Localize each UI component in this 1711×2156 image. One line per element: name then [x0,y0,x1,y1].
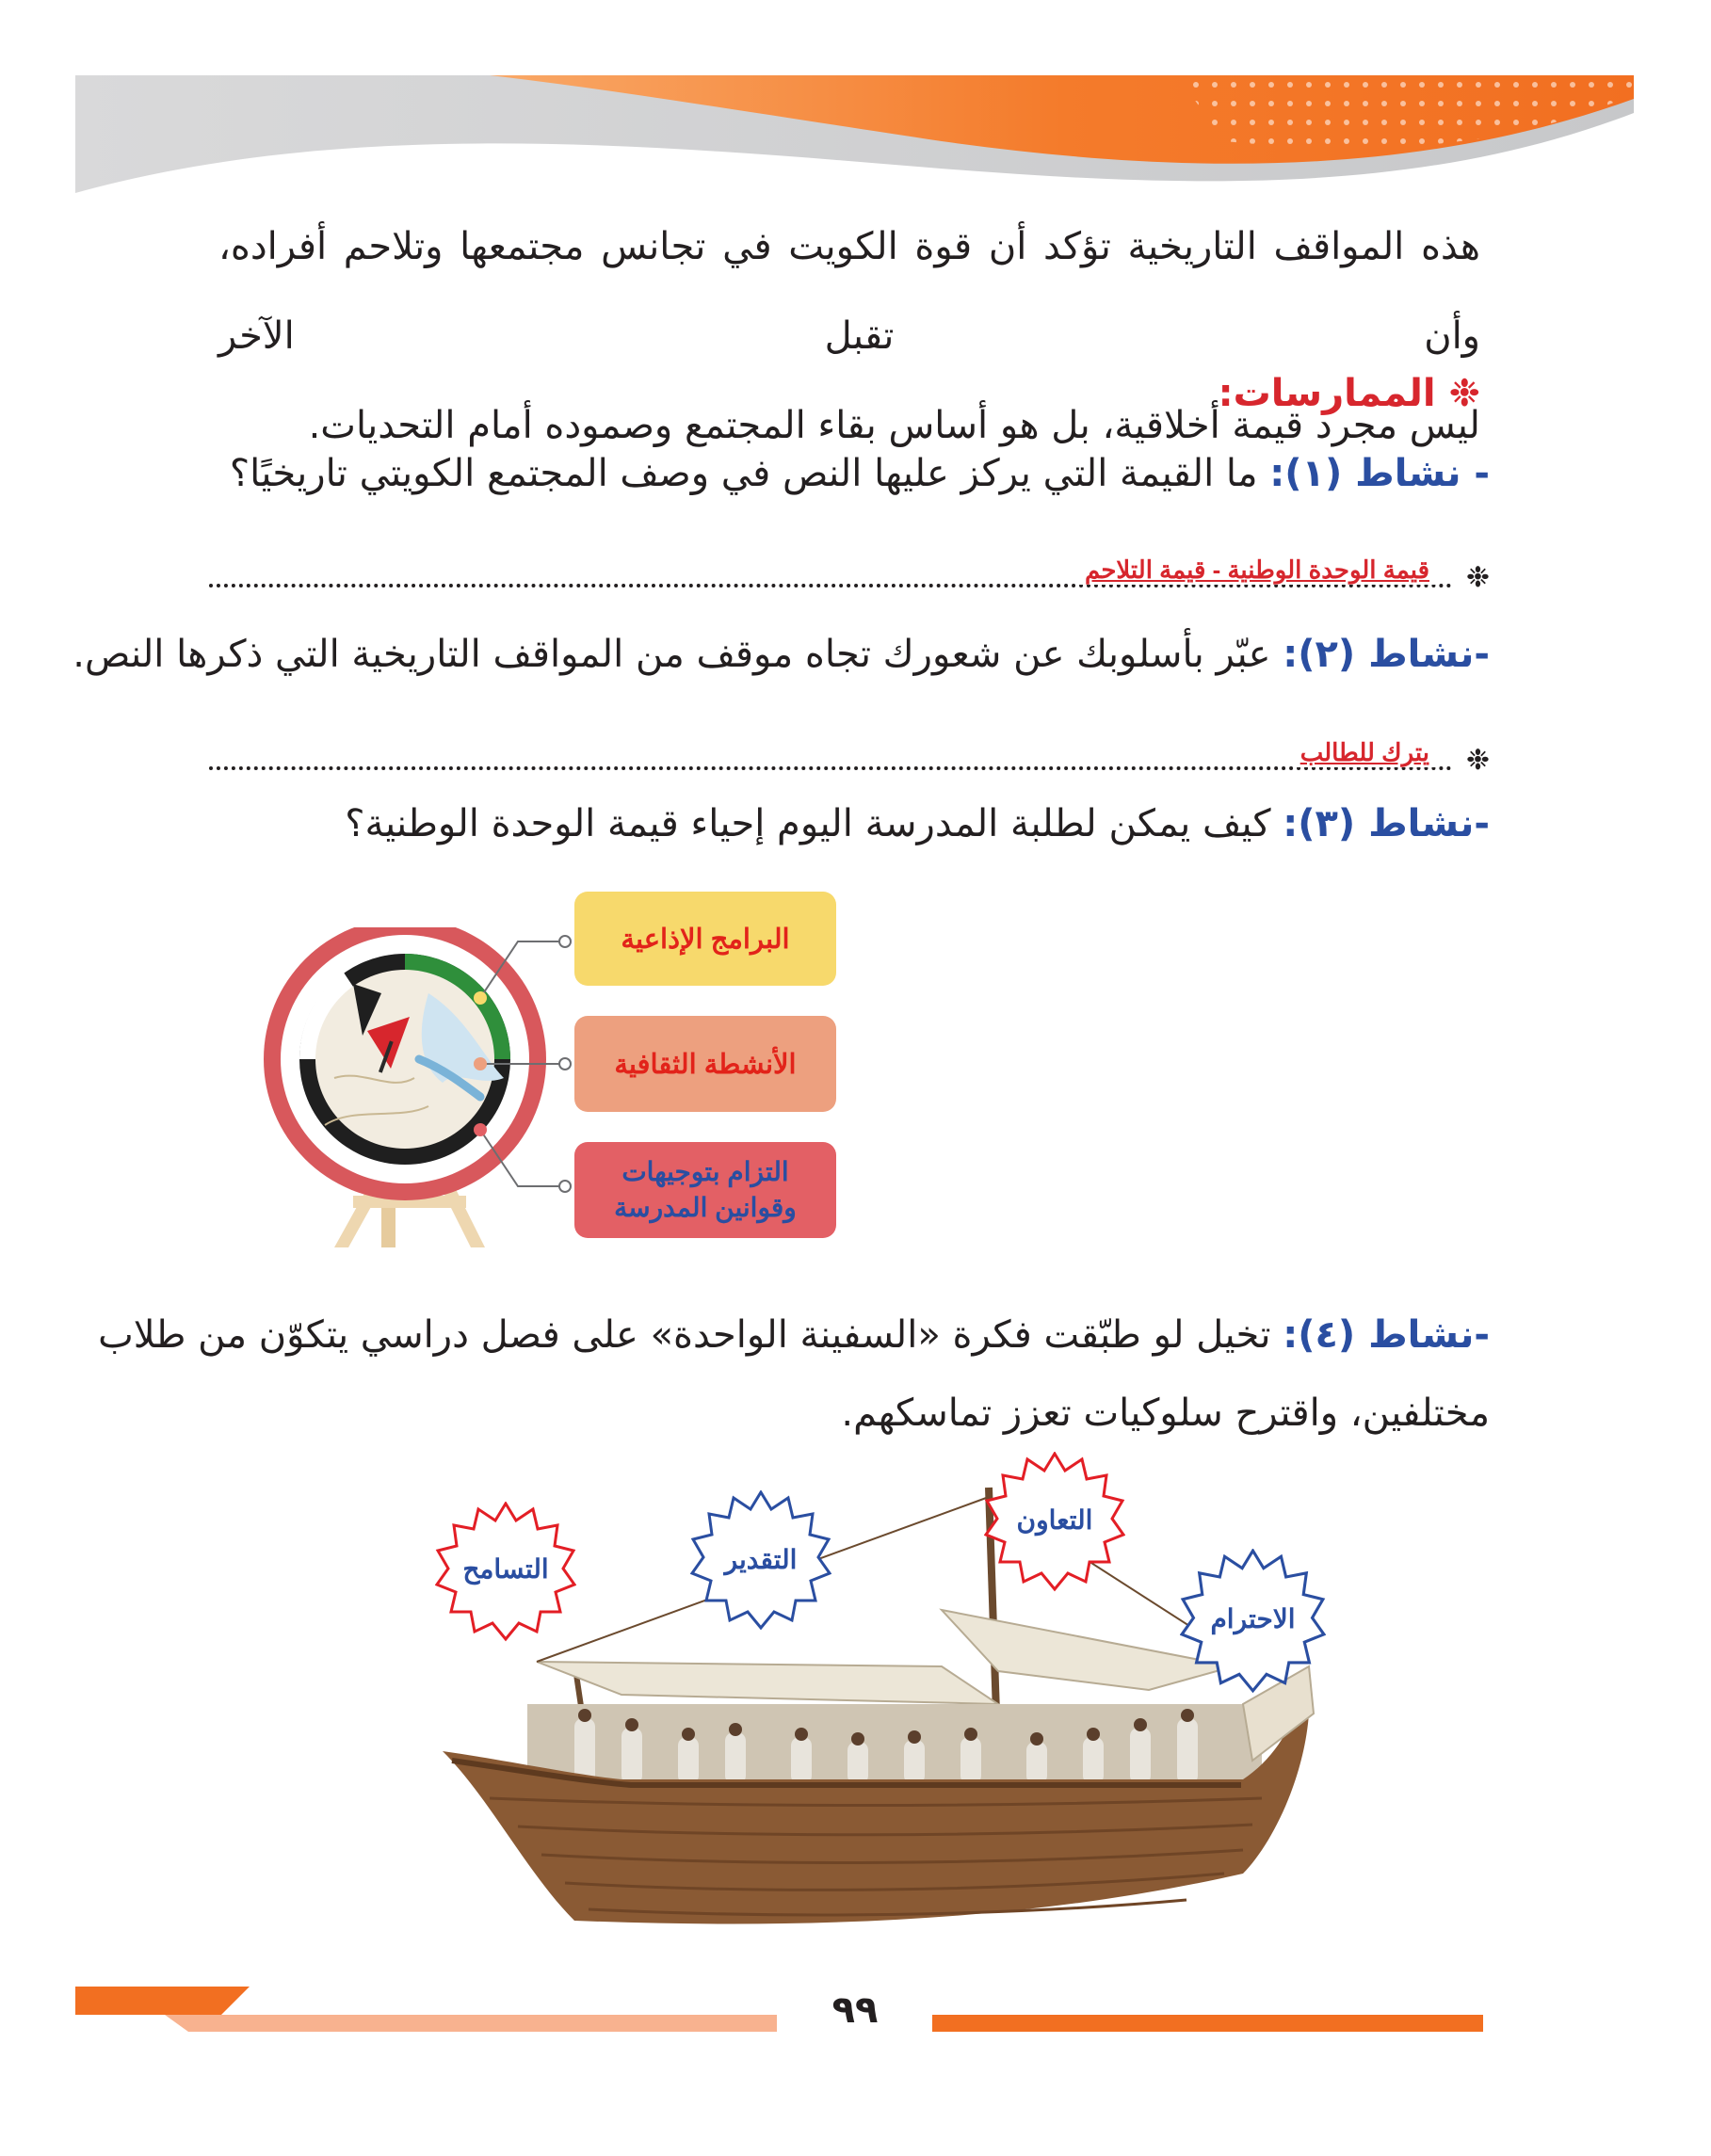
burst-appreciation-label: التقدير [724,1545,798,1574]
activity-2-label: -نشاط (٢): [1283,633,1490,676]
header-wave [0,0,1711,207]
activity-1-label: - نشاط (١): [1269,452,1490,495]
paragraph-line-2: ليس مجرد قيمة أخلاقية، بل هو أساس بقاء المجتمع وصموده أمام التحديات. [308,404,1480,447]
activity-2-question: عبّر بأسلوبك عن شعورك تجاه موقف من المواقف التاريخية التي ذكرها النص. [73,633,1283,676]
activity-2 [73,633,1490,676]
burst-tolerance-label: التسامح [462,1554,549,1584]
activity-1-answer-line [209,555,1490,603]
answer-star-icon: ❉ [1465,744,1490,777]
target-box-radio-text: البرامج الإذاعية [621,924,790,955]
paragraph-line-1: هذه المواقف التاريخية تؤكد أن قوة الكويت في تجانس مجتمعها وتلاحم أفراده، وأن تقبل الآخر [218,225,1480,358]
activity-2-answer: يترك للطالب [1295,738,1435,767]
activity-4-question-line2: مختلفين، واقترح سلوكيات تعزز تماسكهم. [841,1392,1490,1435]
activity-4-question-line1: تخيل لو طبّقت فكرة «السفينة الواحدة» على فصل دراسي يتكوّن من طلاب [98,1313,1283,1357]
burst-respect-label: الاحترام [1210,1604,1296,1633]
target-box-radio [574,892,836,986]
target-box-rules-line1: التزام بتوجيهات [621,1157,789,1186]
target-box-rules [574,1142,836,1238]
answer-star-icon: ❉ [1465,561,1490,594]
target-box-culture-text: الأنشطة الثقافية [614,1049,797,1080]
activity-4-line2 [209,1392,1490,1435]
activity-3-question: كيف يمكن لطلبة المدرسة اليوم إحياء قيمة الوحدة الوطنية؟ [345,802,1283,845]
burst-cooperation-label: التعاون [1016,1505,1093,1535]
activity-2-answer-line [209,738,1490,785]
activity-3-label: -نشاط (٣): [1283,802,1490,845]
activity-1 [209,452,1490,495]
activity-4 [98,1313,1490,1357]
target-box-culture [574,1016,836,1112]
activity-4-label: -نشاط (٤): [1283,1313,1490,1357]
activity-1-answer: قيمة الوحدة الوطنية - قيمة التلاحم [1079,555,1435,585]
target-connectors [471,932,574,1215]
activity-3 [209,802,1490,845]
target-box-rules-line2: وقوانين المدرسة [614,1193,797,1222]
activity-1-question: ما القيمة التي يركز عليها النص في وصف المجتمع الكويتي تاريخيًا؟ [229,452,1270,495]
page-number: ٩٩ [831,1988,879,2032]
practices-heading: ❉ الممارسات: [1218,372,1480,415]
dotted-line [209,766,1452,770]
intro-paragraph [218,202,1480,471]
